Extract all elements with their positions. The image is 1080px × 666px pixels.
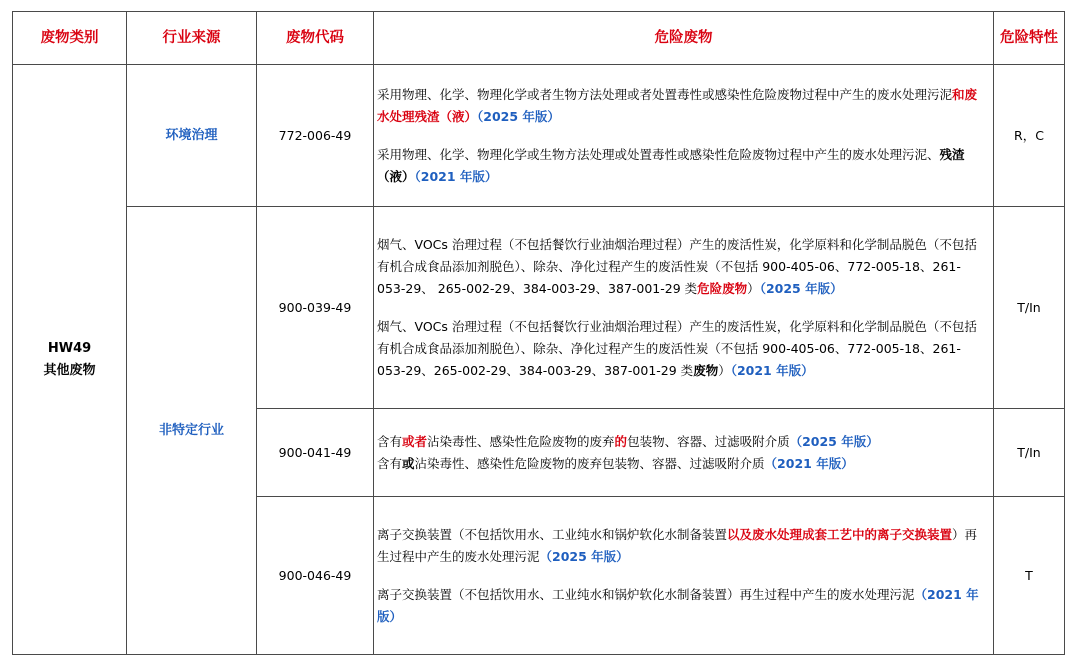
category-name: 其他废物 [43,362,96,378]
waste-description [374,497,994,655]
table-row [13,65,1065,207]
source-env: 环境治理 [127,65,257,207]
waste-table-container [12,11,1064,655]
desc-highlight: 的 [614,433,628,449]
description-2021 [377,453,989,475]
table-row [13,207,1065,409]
desc-text: 采用物理、化学、物理化学或者生物方法处理或者处置毒性或感染性危险废物过程中产生的废水处理污泥 [377,86,953,102]
desc-highlight: 或者 [402,433,428,449]
desc-emphasis: 或 [402,455,415,471]
description-2021 [377,144,989,188]
version-tag-2025: （2025 年版） [539,548,629,564]
table-header-row [13,12,1065,65]
desc-text: 沾染毒性、感染性危险废物的废弃包装物、容器、过滤吸附介质 [414,455,765,471]
category-cell [13,65,127,655]
description-2025 [377,524,989,568]
hazard-property: R，C [994,65,1065,207]
version-tag-2025: （2025 年版） [759,280,843,296]
hazard-property: T [994,497,1065,655]
description-2021 [377,584,989,628]
header-waste: 危险废物 [374,12,994,65]
category-code: HW49 [47,340,92,356]
hazard-property: T/In [994,207,1065,409]
desc-highlight: 和废水处理残渣（液） [377,86,978,124]
version-tag-2025: （2025 年版） [789,433,879,449]
desc-text: 含有 [377,433,403,449]
desc-highlight: 危险废物 [697,280,748,296]
desc-text: 离子交换装置（不包括饮用水、工业纯水和锅炉软化水制备装置）再生过程中产生的废水处理污泥 [377,586,915,602]
description-2021 [377,316,989,382]
version-tag-2021: （2021 年版） [414,168,498,184]
desc-text: ）再生过程中产生的废水处理污泥 [377,526,978,564]
waste-code: 900-041-49 [257,409,374,497]
description-2025 [377,431,989,453]
desc-text: 沾染毒性、感染性危险废物的废弃 [427,433,615,449]
description-2025 [377,84,989,128]
desc-emphasis: 废物 [693,362,719,378]
desc-text: 包装物、容器、过滤吸附介质 [627,433,790,449]
hazard-property: T/In [994,409,1065,497]
waste-code: 900-046-49 [257,497,374,655]
version-tag-2021: （2021 年版） [377,586,979,624]
version-tag-2021: （2021 年版） [730,362,814,378]
description-2025 [377,234,989,300]
desc-text: ） [718,362,731,378]
desc-emphasis: 残渣（液） [377,146,965,184]
desc-text: 采用物理、化学、物理化学或生物方法处理或处置毒性或感染性危险废物过程中产生的废水处理污泥、 [377,146,940,162]
header-code: 废物代码 [257,12,374,65]
version-tag-2025: （2025 年版） [477,108,560,124]
header-category: 废物类别 [13,12,127,65]
desc-text: 含有 [377,455,403,471]
waste-code: 900-039-49 [257,207,374,409]
waste-description [374,409,994,497]
source-nonspecific: 非特定行业 [127,207,257,655]
desc-text: 离子交换装置（不包括饮用水、工业纯水和锅炉软化水制备装置 [377,526,728,542]
hazardous-waste-table [12,11,1065,655]
version-tag-2021: （2021 年版） [764,455,854,471]
desc-highlight: 以及废水处理成套工艺中的离子交换装置 [727,526,953,542]
waste-code: 772-006-49 [257,65,374,207]
waste-description [374,207,994,409]
header-industry: 行业来源 [127,12,257,65]
header-property: 危险特性 [994,12,1065,65]
desc-text: 烟气、VOCs 治理过程（不包括餐饮行业油烟治理过程）产生的废活性炭，化学原料和化学制品脱色（不包括有机合成食品添加剂脱色）、除杂、净化过程产生的废活性炭（不包括 900-405-06、772-005-18、261-053-29、265-002-29、384-003-29、387-001-29 类 [377,318,977,378]
waste-description [374,65,994,207]
desc-text: ） [747,280,760,296]
desc-text: 烟气、VOCs 治理过程（不包括餐饮行业油烟治理过程）产生的废活性炭，化学原料和化学制品脱色（不包括有机合成食品添加剂脱色）、除杂、净化过程产生的废活性炭（不包括 900-405-06、772-005-18、261-053-29、 265-002-29、384-003-29、387-001-29 类 [377,236,977,296]
